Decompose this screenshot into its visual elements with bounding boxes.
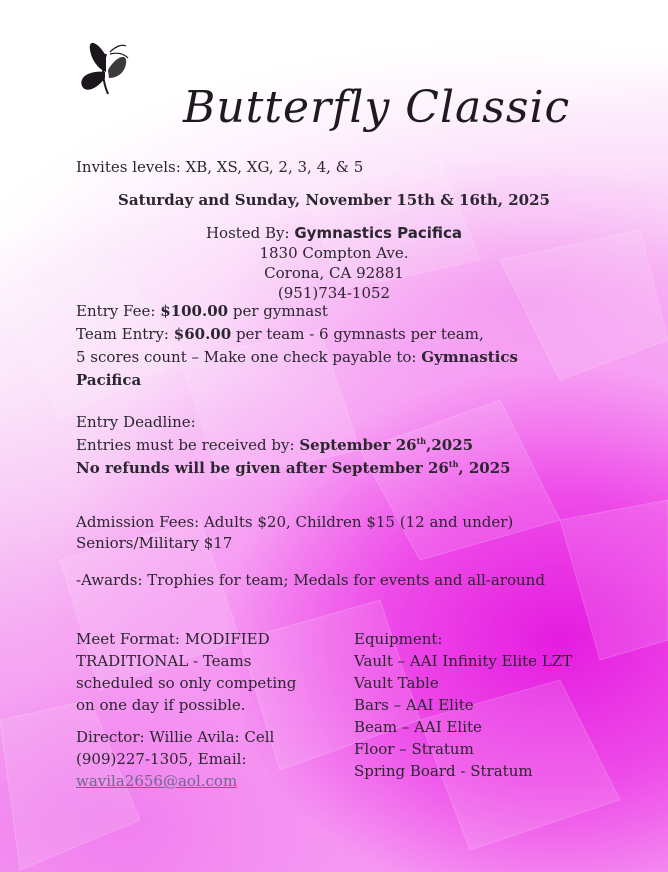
equipment-item: Bars – AAI Elite — [354, 696, 474, 714]
deadline-date-sup: th — [416, 436, 427, 446]
director-line1: Director: Willie Avila: Cell — [76, 728, 275, 746]
deadline-heading: Entry Deadline: — [76, 413, 196, 431]
director-block — [76, 726, 274, 792]
deadline-block — [76, 411, 511, 480]
awards-text: -Awards: Trophies for team; Medals for events and all-around — [76, 571, 545, 589]
meet-format-line3: scheduled so only competing — [76, 674, 297, 692]
equipment-heading: Equipment: — [354, 630, 443, 648]
payable-to-name-cont: Pacifica — [76, 371, 142, 389]
entry-fee-amount: $100.00 — [160, 302, 229, 320]
entry-fee-label: Entry Fee: — [76, 302, 161, 320]
host-name: Gymnastics Pacifica — [294, 224, 463, 242]
equipment-block — [354, 628, 572, 782]
fees-block — [76, 300, 518, 392]
host-address-line1: 1830 Compton Ave. — [259, 244, 409, 262]
equipment-item: Vault – AAI Infinity Elite LZT — [354, 652, 573, 670]
admission-line1: Admission Fees: Adults $20, Children $15 (12 and under) — [76, 513, 514, 531]
team-scores-note: 5 scores count – Make one check payable to: — [76, 348, 422, 366]
team-entry-suffix: per team - 6 gymnasts per team, — [231, 325, 484, 343]
deadline-date: September 26 — [299, 436, 417, 454]
team-entry-amount: $60.00 — [173, 325, 232, 343]
meet-format-line1: Meet Format: MODIFIED — [76, 630, 270, 648]
invited-levels: Invites levels: XB, XS, XG, 2, 3, 4, & 5 — [76, 158, 364, 176]
equipment-item: Floor – Stratum — [354, 740, 474, 758]
refund-year: , 2025 — [458, 459, 511, 477]
deadline-received-label: Entries must be received by: — [76, 436, 300, 454]
entry-fee-suffix: per gymnast — [228, 302, 328, 320]
payable-to-name: Gymnastics — [421, 348, 518, 366]
event-dates: Saturday and Sunday, November 15th & 16th, 2025 — [118, 191, 550, 209]
host-label: Hosted By: — [205, 224, 295, 242]
host-address-line2: Corona, CA 92881 — [264, 264, 404, 282]
host-phone: (951)734-1052 — [277, 284, 391, 302]
director-line2: (909)227-1305, Email: — [76, 750, 247, 768]
equipment-item: Spring Board - Stratum — [354, 762, 533, 780]
equipment-item: Beam – AAI Elite — [354, 718, 482, 736]
meet-format-line4: on one day if possible. — [76, 696, 246, 714]
team-entry-label: Team Entry: — [76, 325, 174, 343]
meet-format-block — [76, 628, 296, 716]
director-email-link[interactable]: wavila2656@aol.com — [76, 772, 238, 790]
event-title: Butterfly Classic — [183, 82, 571, 133]
equipment-item: Vault Table — [354, 674, 439, 692]
refund-date-sup: th — [448, 459, 459, 469]
deadline-year: ,2025 — [426, 436, 474, 454]
refund-policy: No refunds will be given after September 26 — [76, 459, 449, 477]
host-block — [0, 223, 668, 303]
admission-line2: Seniors/Military $17 — [76, 534, 233, 552]
meet-format-line2: TRADITIONAL - Teams — [76, 652, 252, 670]
butterfly-icon — [72, 36, 142, 106]
admission-block — [76, 512, 513, 554]
